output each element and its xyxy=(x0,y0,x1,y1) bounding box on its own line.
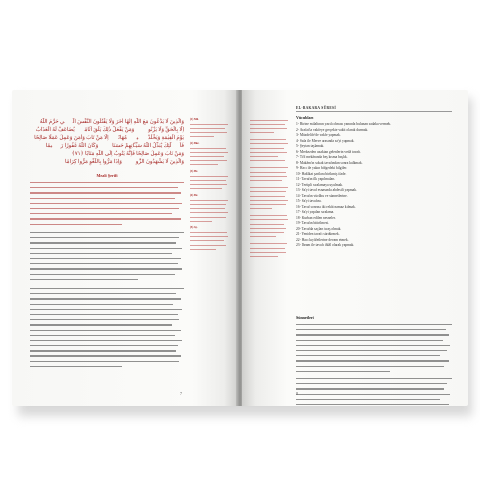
text-line xyxy=(296,369,452,374)
list-item: 20- Tavafda saçları tıraş olmak. xyxy=(296,226,342,231)
body-paragraph xyxy=(30,230,184,282)
margin-note xyxy=(250,242,290,259)
margin-note xyxy=(190,170,230,191)
text-line xyxy=(296,402,452,406)
note-label: (5) Ay. xyxy=(190,226,198,230)
body-paragraph xyxy=(30,286,184,369)
page-number: 7 xyxy=(180,391,182,396)
numbered-list xyxy=(296,122,452,249)
left-page xyxy=(12,90,238,406)
section-heading: Vücubları xyxy=(296,115,314,120)
list-item: 3- Müzdelife'de vakfe yapmak. xyxy=(296,133,341,137)
note-line xyxy=(250,178,290,182)
margin-note xyxy=(190,194,230,223)
margin-note xyxy=(250,166,290,183)
text-line xyxy=(30,222,184,227)
margin-note xyxy=(250,138,290,163)
margin-note xyxy=(190,226,230,251)
list-item: 8- Makâm'ın sokak tavafından sonra kalkmak. xyxy=(296,160,363,165)
note-line xyxy=(250,159,290,163)
body-paragraph xyxy=(296,376,452,406)
list-item: 11- Tavafın ilk yapılmaları. xyxy=(296,177,336,181)
note-line xyxy=(250,131,290,135)
note-line xyxy=(190,187,230,191)
list-item: 4- Safa ile Merve arasında sa'yi yapmak. xyxy=(296,138,355,143)
list-item: 1- Birine milaltının yazılı olması yanında bulunan sadaka vermek. xyxy=(296,122,392,126)
margin-notes xyxy=(190,118,230,255)
list-item: 19- Tavafın bitirilmesi. xyxy=(296,221,330,225)
note-line xyxy=(250,254,290,258)
list-item: 13- Sa'yi tavaf esnasında abdestli yapmak. xyxy=(296,188,357,192)
note-line xyxy=(250,235,290,239)
arabic-line: وَالَّذِينَ لَا يَشْهَدُونَ الزُّورَۙ وَاِذَا مَرُّوا بِاللَّغْوِ مَرُّوا كِرَامًا xyxy=(65,159,184,165)
note-line xyxy=(190,247,230,251)
note-label: (1) Mü. xyxy=(190,118,199,121)
list-item: 21- Yeniden tavafı sürdürmek. xyxy=(296,232,340,236)
arabic-line: اِلَّا بِالْحَقِّ وَلَا يَزْنُونَۚ وَمَنْ يَفْعَلْ ذٰلِكَ يَلْقَ اَثَامًاۙ يُضَاعَفْ لَهُ الْعَذَابُ xyxy=(35,127,184,133)
note-line xyxy=(190,135,230,139)
list-item: 23- İhram ile tavafı ihlâl olarak yapmak. xyxy=(296,243,355,247)
list-item: 17- Sa'yi yapılan sıralama. xyxy=(296,210,335,214)
note-line xyxy=(190,163,230,167)
margin-notes xyxy=(250,118,290,262)
translation-block xyxy=(30,180,184,227)
text-line xyxy=(30,277,184,282)
note-label: (4) Bu xyxy=(190,194,198,198)
list-item: 9- Hacı ile yakın bölgedeki bilgiler. xyxy=(296,166,348,170)
list-item: 15- Sa'yi tavafını. xyxy=(296,199,322,203)
arabic-line: وَالَّذِينَ لَا يَدْعُونَ مَعَ اللّٰهِ اِلٰهًا اٰخَرَ وَلَا يَقْتُلُونَ النَّفْسَ الَّت۪ي حَرَّمَ اللّٰهُ xyxy=(39,119,184,125)
list-item: 12- Tertipli sıralamaya uyulmak. xyxy=(296,182,343,187)
arabic-line: يَوْمَ الْقِيٰمَةِ وَيَخْلُدْ ف۪يه۪ مُهَانًاۗ اِلَّا مَنْ تَابَ وَاٰمَنَ وَعَمِلَ عَمَلًا صَالِحًا xyxy=(34,135,184,141)
list-item: 14- Tavafın vücûbu ve sünnetlerine. xyxy=(296,193,348,198)
list-item: 16- Tavaf sonrası iki rekât namaz kılmak. xyxy=(296,204,356,209)
margin-note xyxy=(250,214,290,239)
body-paragraph xyxy=(296,322,452,374)
margin-note xyxy=(250,186,290,211)
margin-note xyxy=(190,118,230,139)
section-heading: Sünnetleri xyxy=(296,315,314,320)
arabic-line: وَمَنْ تَابَ وَعَمِلَ صَالِحًا فَاِنَّهُ يَتُوبُ اِلَى اللّٰهِ مَتَابًا ﴿٧١﴾ xyxy=(71,151,184,157)
margin-note xyxy=(190,142,230,167)
section-title: Meali Şerifi xyxy=(96,173,118,178)
margin-note xyxy=(250,118,290,135)
page-number: 8 xyxy=(296,391,298,396)
text-line xyxy=(30,364,184,369)
right-page xyxy=(242,90,468,406)
open-book xyxy=(12,90,468,410)
note-label: (3) Hz. xyxy=(190,170,199,174)
list-item: 22- Hacı kıyâfetlerine devam etmek. xyxy=(296,237,349,242)
list-item: 10- Hakîkat şartlara birikmiş ifade. xyxy=(296,171,347,176)
list-item: 5- Şeytan taşlamak. xyxy=(296,144,325,148)
note-label: (2) Bkz. xyxy=(190,141,200,145)
arabic-verse-block xyxy=(30,118,184,166)
running-head: EL-BAKARA SÛRESİ xyxy=(296,106,452,112)
note-line xyxy=(190,219,230,223)
list-item: 18- Kurban edilen nesneler. xyxy=(296,215,336,220)
note-line xyxy=(250,207,290,211)
list-item: 2- Arafat'ta vakfeye gerçekte vakit olarak durmak. xyxy=(296,127,369,132)
list-item: 6- Merkezden uzaktan gelenlerin vedâ tavafı. xyxy=(296,149,362,154)
list-item: 7- Ti'd mekânında beş kısma başlık. xyxy=(296,155,348,159)
arabic-line: فَاُو۬لٰٓئِكَ يُبَدِّلُ اللّٰهُ سَيِّـَٔاتِهِمْ حَسَنَاتٍۜ وَكَانَ اللّٰهُ غَفُورًا رَح۪يمًا xyxy=(45,143,184,149)
